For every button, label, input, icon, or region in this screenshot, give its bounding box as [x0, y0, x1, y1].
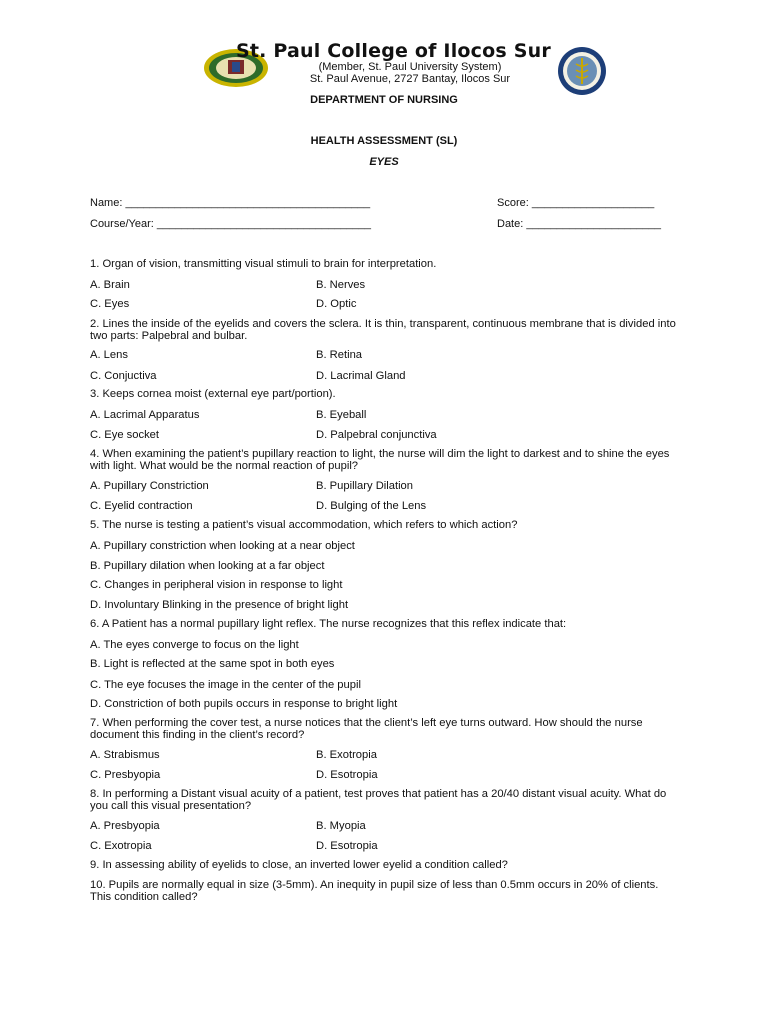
- option-6b[interactable]: B. Light is reflected at the same spot in both eyes: [90, 658, 335, 670]
- option-6c[interactable]: C. The eye focuses the image in the center of the pupil: [90, 679, 361, 691]
- department-title: DEPARTMENT OF NURSING: [310, 94, 458, 106]
- option-1d[interactable]: D. Optic: [316, 298, 357, 310]
- question-4: 4. When examining the patient’s pupillary reaction to light, the nurse will dim the light to darkest and to shine the eyes with light. What would be the normal reaction of pupil?: [90, 448, 670, 472]
- option-4b[interactable]: B. Pupillary Dilation: [316, 480, 414, 492]
- option-3c[interactable]: C. Eye socket: [90, 429, 160, 441]
- question-8: 8. In performing a Distant visual acuity of a patient, test proves that patient has a 20/40 distant visual acuity. What do you call this visual presentation?: [90, 788, 667, 812]
- question-7: 7. When performing the cover test, a nurse notices that the client’s left eye turns outward. How should the nurse document this finding in the client’s record?: [90, 717, 643, 741]
- option-7a[interactable]: A. Strabismus: [90, 749, 160, 761]
- option-6d[interactable]: D. Constriction of both pupils occurs in response to bright light: [90, 698, 398, 710]
- question-10: 10. Pupils are normally equal in size (3-5mm). An inequity in pupil size of less than 0.5mm occurs in 20% of clients. This condition called?: [90, 879, 659, 903]
- option-7b[interactable]: B. Exotropia: [316, 749, 377, 761]
- name-field[interactable]: Name: ________________________________________: [90, 197, 371, 209]
- question-5: 5. The nurse is testing a patient’s visual accommodation, which refers to which action?: [90, 519, 518, 531]
- question-9: 9. In assessing ability of eyelids to close, an inverted lower eyelid a condition called?: [90, 859, 508, 871]
- option-3a[interactable]: A. Lacrimal Apparatus: [90, 409, 200, 421]
- option-5d[interactable]: D. Involuntary Blinking in the presence of bright light: [90, 599, 349, 611]
- option-8b[interactable]: B. Myopia: [316, 820, 366, 832]
- option-8c[interactable]: C. Exotropia: [90, 840, 152, 852]
- option-2c[interactable]: C. Conjuctiva: [90, 370, 157, 382]
- date-field[interactable]: Date: ______________________: [497, 218, 661, 230]
- option-4d[interactable]: D. Bulging of the Lens: [316, 500, 427, 512]
- option-5b[interactable]: B. Pupillary dilation when looking at a far object: [90, 560, 325, 572]
- course-year-field[interactable]: Course/Year: ___________________________________: [90, 218, 371, 230]
- option-2b[interactable]: B. Retina: [316, 349, 363, 361]
- question-1: 1. Organ of vision, transmitting visual stimuli to brain for interpretation.: [90, 258, 437, 270]
- question-3: 3. Keeps cornea moist (external eye part/portion).: [90, 388, 336, 400]
- option-2a[interactable]: A. Lens: [90, 349, 128, 361]
- score-field[interactable]: Score: ____________________: [497, 197, 655, 209]
- question-2: 2. Lines the inside of the eyelids and covers the sclera. It is thin, transparent, continuous membrane that is divided into two parts: Palpebral and bulbar.: [90, 318, 676, 342]
- option-4c[interactable]: C. Eyelid contraction: [90, 500, 193, 512]
- option-7d[interactable]: D. Esotropia: [316, 769, 378, 781]
- option-3d[interactable]: D. Palpebral conjunctiva: [316, 429, 437, 441]
- address-line: St. Paul Avenue, 2727 Bantay, Ilocos Sur: [309, 73, 511, 85]
- option-5c[interactable]: C. Changes in peripheral vision in response to light: [90, 579, 343, 591]
- option-6a[interactable]: A. The eyes converge to focus on the light: [90, 639, 299, 651]
- option-5a[interactable]: A. Pupillary constriction when looking at a near object: [90, 540, 355, 552]
- option-7c[interactable]: C. Presbyopia: [90, 769, 161, 781]
- option-2d[interactable]: D. Lacrimal Gland: [316, 370, 406, 382]
- school-name: St. Paul College of Ilocos Sur: [236, 40, 551, 62]
- option-4a[interactable]: A. Pupillary Constriction: [90, 480, 209, 492]
- page-title: HEALTH ASSESSMENT (SL): [310, 135, 458, 147]
- nursing-seal-icon: [557, 46, 607, 96]
- option-8a[interactable]: A. Presbyopia: [90, 820, 160, 832]
- option-1c[interactable]: C. Eyes: [90, 298, 130, 310]
- question-6: 6. A Patient has a normal pupillary light reflex. The nurse recognizes that this reflex indicate that:: [90, 618, 567, 630]
- option-8d[interactable]: D. Esotropia: [316, 840, 378, 852]
- option-3b[interactable]: B. Eyeball: [316, 409, 367, 421]
- member-line: (Member, St. Paul University System): [318, 61, 502, 73]
- option-1b[interactable]: B. Nerves: [316, 279, 366, 291]
- option-1a[interactable]: A. Brain: [90, 279, 130, 291]
- topic-title: EYES: [369, 156, 399, 168]
